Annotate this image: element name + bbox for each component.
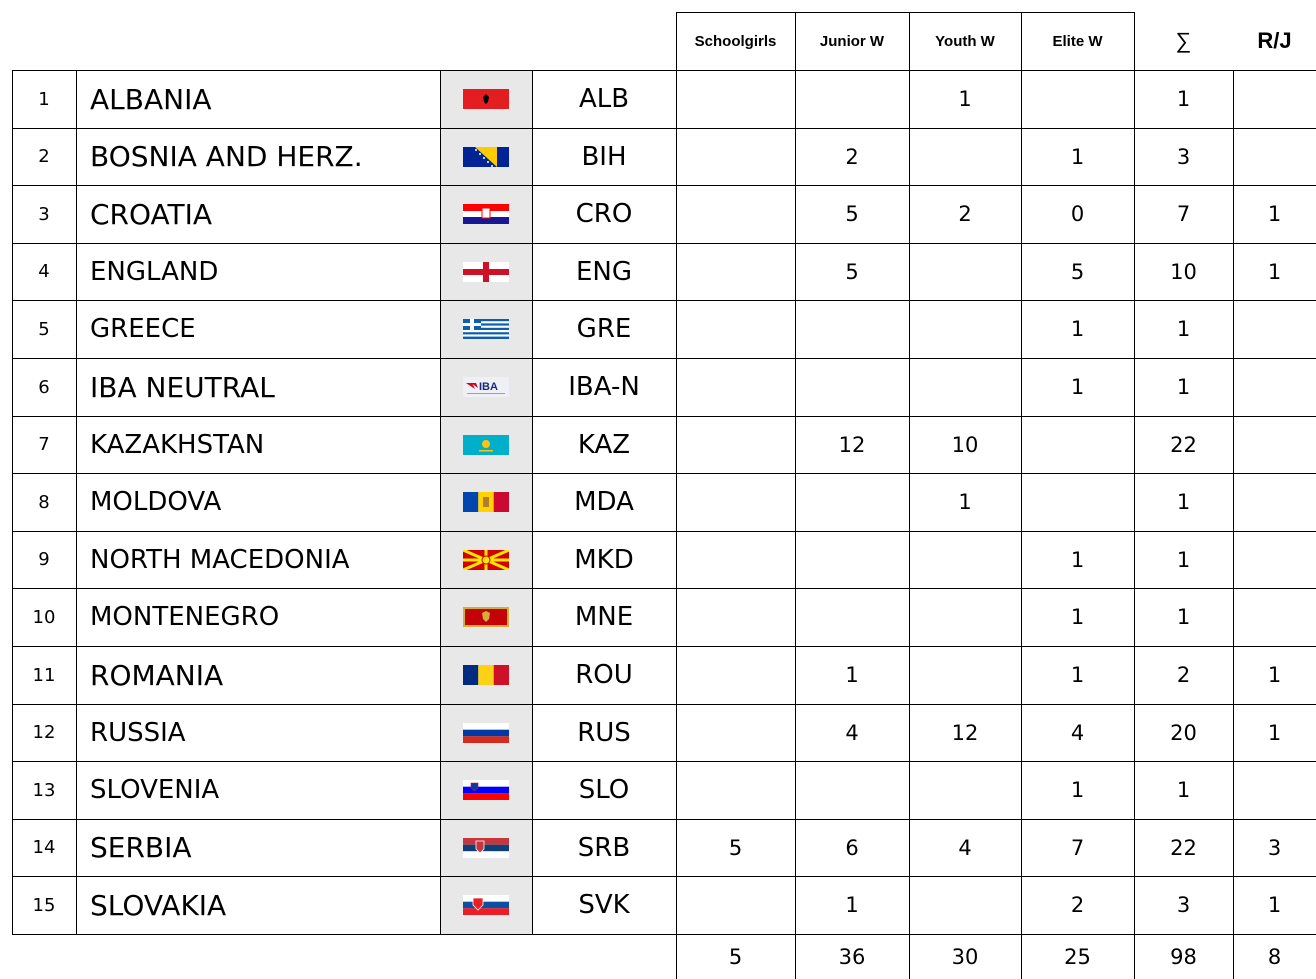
value-schoolgirls: [676, 358, 795, 416]
grid-line: [12, 588, 1316, 589]
value-schoolgirls: [676, 300, 795, 358]
country-name: ROMANIA: [90, 658, 224, 692]
value-total: 10: [1170, 259, 1197, 284]
slovakia-flag-icon: [463, 895, 509, 915]
value-rj: 3: [1267, 835, 1282, 860]
value-total: 3: [1176, 144, 1191, 169]
value-elite: 4: [1070, 720, 1085, 745]
grid-line: [909, 70, 910, 934]
country-code: GRE: [576, 314, 632, 344]
value-total: 1: [1176, 547, 1191, 572]
value-junior: 5: [845, 202, 859, 226]
country-name: SLOVENIA: [90, 775, 220, 805]
value-youth: 1: [958, 87, 972, 111]
value-schoolgirls: [676, 646, 795, 704]
value-rj: 1: [1267, 893, 1282, 917]
value-junior: 1: [845, 893, 859, 917]
grid-line: [12, 243, 1316, 244]
value-total: 20: [1170, 720, 1197, 745]
flag-cell: [440, 761, 532, 819]
iba-logo-icon: [463, 377, 509, 397]
row-number: 14: [32, 837, 56, 858]
header-schoolgirls: Schoolgirls: [694, 32, 777, 50]
value-rj: [1233, 473, 1316, 531]
grid-line: [12, 531, 1316, 532]
country-code: RUS: [577, 717, 631, 748]
value-elite: 1: [1070, 778, 1085, 802]
header-youth-w: Youth W: [935, 32, 995, 50]
total-schoolgirls: 5: [728, 944, 743, 969]
value-schoolgirls: [676, 704, 795, 761]
value-youth: [909, 300, 1021, 358]
value-junior: 1: [845, 663, 859, 687]
value-total: 1: [1176, 778, 1191, 802]
value-elite: 0: [1070, 202, 1085, 226]
value-rj: 1: [1267, 202, 1282, 226]
country-name: RUSSIA: [90, 717, 186, 748]
country-name: KAZAKHSTAN: [90, 429, 265, 460]
value-total: 2: [1176, 663, 1191, 687]
svg-text:IBA: IBA: [479, 381, 498, 393]
country-code: SRB: [577, 832, 631, 863]
flag-cell: [440, 358, 532, 416]
grid-line: [12, 473, 1316, 474]
value-elite: [1021, 70, 1134, 128]
value-rj: 1: [1267, 663, 1282, 687]
row-number: 5: [38, 318, 50, 340]
grid-line: [676, 12, 1134, 13]
country-code: IBA-N: [568, 372, 640, 402]
country-name: NORTH MACEDONIA: [90, 544, 350, 575]
grid-line: [1134, 12, 1135, 70]
country-name: MOLDOVA: [90, 487, 222, 517]
value-total: 3: [1176, 893, 1191, 917]
value-junior: 12: [838, 432, 866, 457]
grid-line: [12, 128, 1316, 129]
value-rj: [1233, 128, 1316, 185]
total-junior: 36: [838, 944, 866, 969]
value-junior: 5: [845, 259, 859, 284]
value-schoolgirls: [676, 531, 795, 588]
grid-line: [676, 934, 677, 979]
flag-cell: [440, 300, 532, 358]
value-rj: [1233, 416, 1316, 473]
value-junior: [795, 761, 909, 819]
flag-cell: [440, 473, 532, 531]
value-youth: [909, 646, 1021, 704]
grid-line: [1021, 934, 1022, 979]
row-number: 13: [32, 779, 56, 801]
value-schoolgirls: [676, 128, 795, 185]
value-junior: 6: [845, 835, 859, 860]
row-number: 9: [38, 549, 50, 570]
albania-flag-icon: [463, 89, 509, 109]
value-youth: [909, 588, 1021, 646]
russia-flag-icon: [463, 723, 509, 743]
country-code: ALB: [578, 84, 630, 114]
grid-line: [1233, 934, 1234, 979]
value-total: 22: [1170, 432, 1197, 457]
value-schoolgirls: [676, 761, 795, 819]
value-total: 22: [1170, 835, 1197, 860]
grid-line: [440, 70, 441, 934]
value-rj: 1: [1267, 259, 1282, 284]
country-code: MNE: [574, 602, 634, 632]
value-schoolgirls: [676, 185, 795, 243]
greece-flag-icon: [463, 319, 509, 339]
value-youth: 4: [958, 835, 972, 860]
value-schoolgirls: [676, 70, 795, 128]
grid-line: [1134, 934, 1135, 979]
value-youth: [909, 128, 1021, 185]
value-rj: [1233, 70, 1316, 128]
grid-line: [676, 12, 677, 70]
value-elite: 2: [1070, 893, 1085, 917]
value-schoolgirls: [676, 876, 795, 934]
header-total: ∑: [1175, 28, 1192, 53]
grid-line: [676, 70, 677, 934]
flag-cell: [440, 646, 532, 704]
country-code: CRO: [575, 199, 633, 229]
header-rj: R/J: [1257, 28, 1292, 53]
row-number: 6: [38, 376, 50, 398]
grid-line: [12, 416, 1316, 417]
flag-cell: [440, 588, 532, 646]
flag-cell: [440, 128, 532, 185]
country-code: BIH: [581, 141, 627, 172]
value-schoolgirls: [676, 473, 795, 531]
value-total: 1: [1176, 605, 1191, 629]
grid-line: [12, 646, 1316, 647]
value-junior: [795, 588, 909, 646]
value-elite: 1: [1070, 547, 1085, 572]
header-elite-w: Elite W: [1052, 32, 1103, 50]
value-schoolgirls: [676, 243, 795, 300]
flag-cell: [440, 819, 532, 876]
value-rj: [1233, 531, 1316, 588]
country-code: SLO: [578, 775, 630, 805]
value-youth: 1: [958, 490, 972, 514]
value-youth: 12: [951, 720, 979, 745]
flag-cell: [440, 704, 532, 761]
grid-line: [1021, 70, 1022, 934]
flag-cell: [440, 70, 532, 128]
grid-line: [12, 300, 1316, 301]
row-number: 2: [38, 146, 50, 167]
country-code: KAZ: [577, 429, 631, 460]
value-elite: 7: [1070, 835, 1085, 860]
value-youth: 10: [951, 432, 979, 457]
romania-flag-icon: [463, 665, 509, 685]
grid-line: [909, 934, 910, 979]
grid-line: [12, 70, 1316, 71]
value-elite: 1: [1070, 605, 1085, 629]
row-number: 7: [38, 434, 50, 455]
value-total: 1: [1176, 87, 1191, 111]
value-schoolgirls: [676, 416, 795, 473]
country-code: MKD: [574, 544, 634, 575]
total-total: 98: [1170, 944, 1197, 969]
value-youth: [909, 761, 1021, 819]
grid-line: [76, 70, 77, 934]
grid-line: [532, 70, 533, 934]
grid-line: [12, 70, 13, 934]
flag-cell: [440, 531, 532, 588]
country-name: GREECE: [90, 314, 196, 344]
grid-line: [12, 819, 1316, 820]
kazakhstan-flag-icon: [463, 435, 509, 455]
montenegro-flag-icon: [463, 607, 509, 627]
value-total: 1: [1176, 375, 1191, 399]
value-youth: [909, 243, 1021, 300]
grid-line: [12, 876, 1316, 877]
value-elite: 1: [1070, 375, 1085, 399]
total-rj: 8: [1267, 944, 1282, 969]
value-total: 7: [1176, 202, 1191, 226]
value-elite: 1: [1070, 317, 1085, 341]
value-rj: [1233, 761, 1316, 819]
grid-line: [1134, 70, 1135, 934]
total-youth: 30: [951, 944, 979, 969]
country-code: ENG: [575, 256, 633, 287]
value-elite: 1: [1070, 663, 1085, 687]
value-youth: [909, 358, 1021, 416]
value-schoolgirls: [676, 588, 795, 646]
value-youth: 2: [958, 202, 972, 226]
slovenia-flag-icon: [463, 780, 509, 800]
value-junior: [795, 531, 909, 588]
grid-line: [12, 934, 1316, 935]
country-code: ROU: [575, 660, 633, 690]
row-number: 3: [38, 203, 50, 225]
flag-cell: [440, 185, 532, 243]
value-youth: [909, 531, 1021, 588]
grid-line: [12, 761, 1316, 762]
value-rj: [1233, 300, 1316, 358]
grid-line: [909, 12, 910, 70]
grid-line: [1021, 12, 1022, 70]
value-youth: [909, 876, 1021, 934]
country-name: CROATIA: [90, 197, 213, 231]
value-junior: 2: [845, 144, 859, 169]
grid-line: [12, 185, 1316, 186]
flag-cell: [440, 243, 532, 300]
value-elite: 5: [1070, 259, 1085, 284]
bosnia-flag-icon: [463, 147, 509, 167]
country-name: ENGLAND: [90, 256, 219, 287]
value-total: 1: [1176, 490, 1191, 514]
grid-line: [1233, 70, 1234, 934]
north-macedonia-flag-icon: [463, 550, 509, 570]
row-number: 1: [38, 88, 50, 110]
value-rj: [1233, 588, 1316, 646]
row-number: 12: [32, 722, 56, 743]
grid-line: [795, 70, 796, 934]
row-number: 8: [38, 491, 50, 513]
value-elite: [1021, 473, 1134, 531]
country-code: SVK: [578, 890, 630, 920]
country-name: IBA NEUTRAL: [90, 370, 275, 404]
country-code: MDA: [574, 487, 634, 517]
value-elite: 1: [1070, 144, 1085, 169]
row-number: 4: [38, 261, 50, 282]
header-junior-w: Junior W: [819, 32, 885, 50]
serbia-flag-icon: [463, 838, 509, 858]
row-number: 15: [32, 894, 56, 916]
value-schoolgirls: 5: [728, 835, 743, 860]
row-number: 10: [32, 606, 56, 628]
row-number: 11: [32, 664, 56, 686]
croatia-flag-icon: [463, 204, 509, 224]
value-junior: [795, 358, 909, 416]
grid-line: [12, 704, 1316, 705]
country-name: SLOVAKIA: [90, 888, 227, 922]
country-name: ALBANIA: [90, 82, 212, 116]
grid-line: [12, 358, 1316, 359]
value-rj: [1233, 358, 1316, 416]
country-name: BOSNIA AND HERZ.: [90, 140, 363, 173]
country-name: SERBIA: [90, 831, 192, 864]
value-total: 1: [1176, 317, 1191, 341]
moldova-flag-icon: [463, 492, 509, 512]
flag-cell: [440, 416, 532, 473]
value-junior: 4: [845, 720, 859, 745]
value-elite: [1021, 416, 1134, 473]
country-name: MONTENEGRO: [90, 602, 280, 632]
grid-line: [795, 12, 796, 70]
flag-cell: [440, 876, 532, 934]
grid-line: [795, 934, 796, 979]
value-junior: [795, 473, 909, 531]
value-junior: [795, 70, 909, 128]
total-elite: 25: [1064, 944, 1091, 969]
england-flag-icon: [463, 262, 509, 282]
value-rj: 1: [1267, 720, 1282, 745]
value-junior: [795, 300, 909, 358]
